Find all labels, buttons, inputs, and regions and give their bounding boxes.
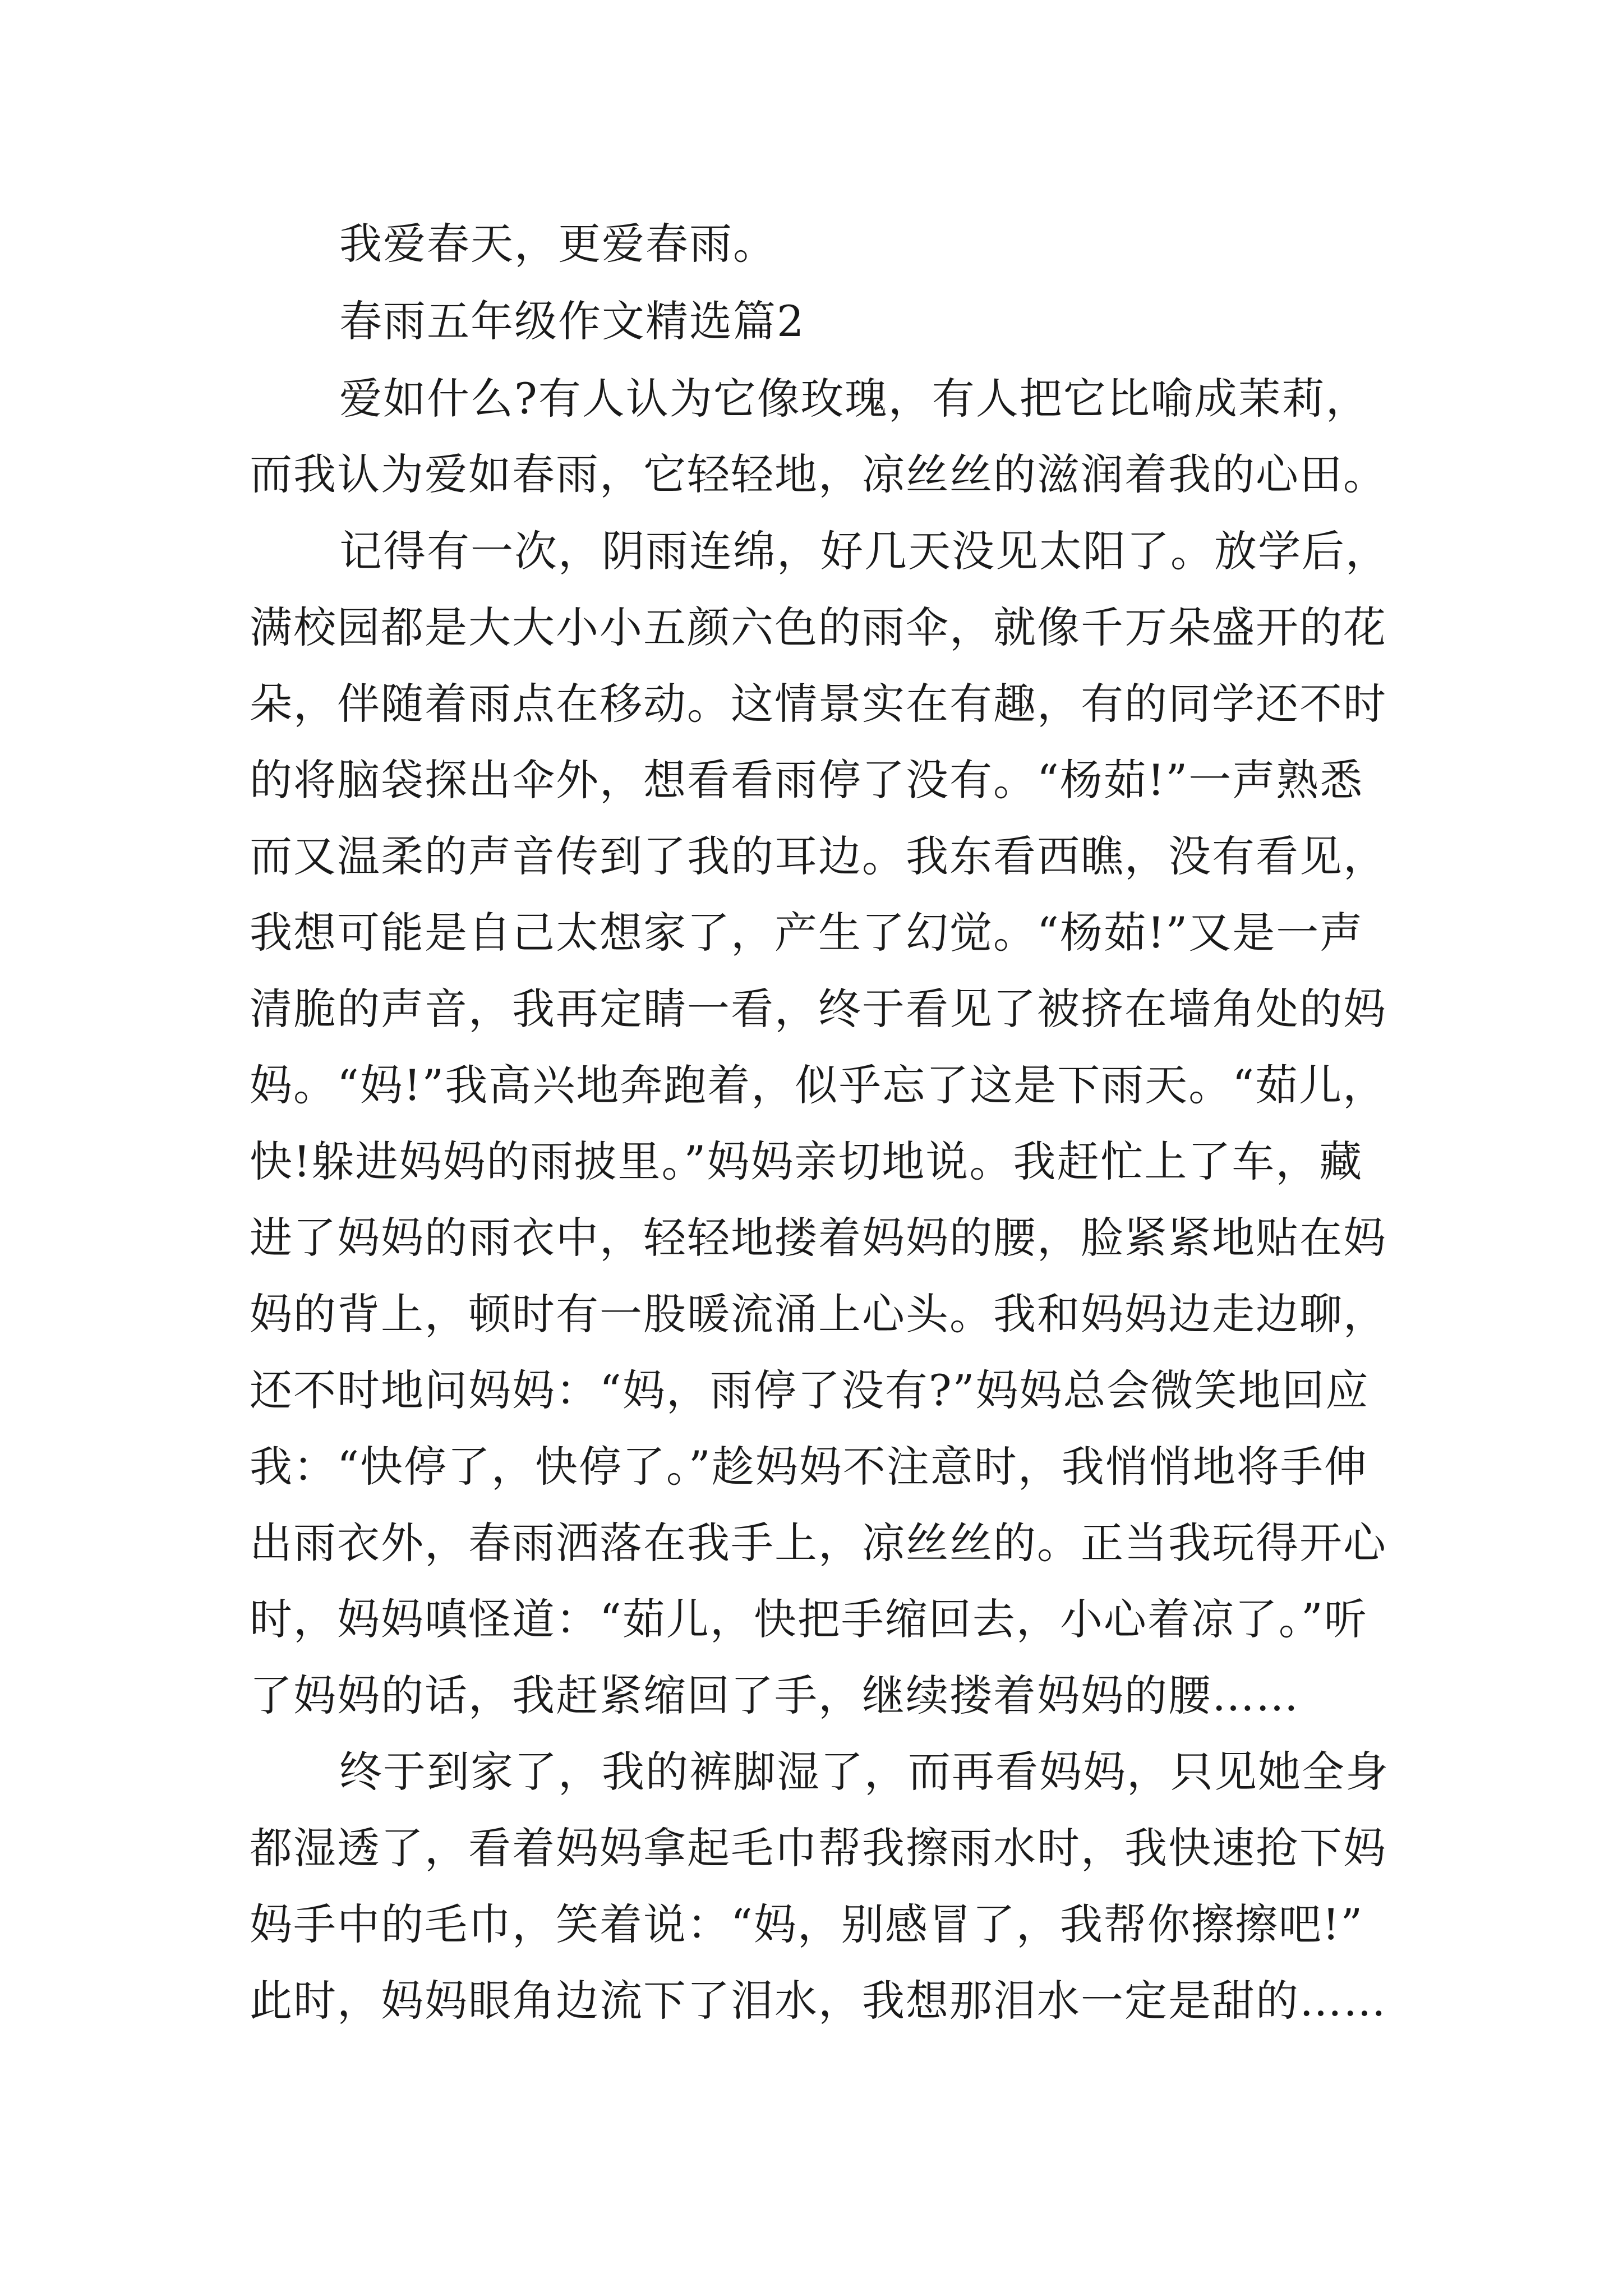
paragraph-line: 满校园都是大大小小五颜六色的雨伞，就像千万朵盛开的花 (250, 602, 1387, 652)
paragraph-line: 出雨衣外，春雨洒落在我手上，凉丝丝的。正当我玩得开心 (250, 1518, 1387, 1568)
paragraph-line: 的将脑袋探出伞外，想看看雨停了没有。“杨茹!”一声熟悉 (250, 755, 1364, 805)
section-heading: 春雨五年级作文精选篇2 (339, 296, 805, 346)
paragraph-line: 时，妈妈嗔怪道：“茹儿，快把手缩回去，小心着凉了。”听 (250, 1594, 1368, 1644)
paragraph-line: 清脆的声音，我再定睛一看，终于看见了被挤在墙角处的妈 (250, 984, 1387, 1034)
paragraph-line: 都湿透了，看着妈妈拿起毛巾帮我擦雨水时，我快速抢下妈 (250, 1823, 1387, 1873)
paragraph-line: 爱如什么?有人认为它像玫瑰，有人把它比喻成茉莉， (339, 374, 1370, 424)
paragraph-line: 而我认为爱如春雨，它轻轻地，凉丝丝的滋润着我的心田。 (250, 449, 1387, 499)
paragraph-line: 妈手中的毛巾，笑着说：“妈，别感冒了，我帮你擦擦吧!” (250, 1899, 1364, 1949)
paragraph-line: 妈。“妈!”我高兴地奔跑着，似乎忘了这是下雨天。“茹儿， (250, 1060, 1387, 1110)
paragraph-line: 记得有一次，阴雨连绵，好几天没见太阳了。放学后， (339, 526, 1389, 576)
paragraph-line: 进了妈妈的雨衣中，轻轻地搂着妈妈的腰，脸紧紧地贴在妈 (250, 1213, 1387, 1263)
paragraph-line: 我想可能是自己太想家了，产生了幻觉。“杨茹!”又是一声 (250, 908, 1364, 958)
paragraph-line: 了妈妈的话，我赶紧缩回了手，继续搂着妈妈的腰…… (250, 1671, 1299, 1720)
paragraph-line: 而又温柔的声音传到了我的耳边。我东看西瞧，没有看见， (250, 831, 1387, 881)
paragraph-line: 朵，伴随着雨点在移动。这情景实在有趣，有的同学还不时 (250, 679, 1387, 729)
paragraph-closing-line: 我爱春天，更爱春雨。 (339, 219, 777, 269)
paragraph-line: 终于到家了，我的裤脚湿了，而再看妈妈，只见她全身 (339, 1747, 1389, 1797)
paragraph-line: 快!躲进妈妈的雨披里。”妈妈亲切地说。我赶忙上了车，藏 (250, 1137, 1363, 1186)
paragraph-line: 妈的背上，顿时有一股暖流涌上心头。我和妈妈边走边聊， (250, 1289, 1387, 1339)
paragraph-line: 此时，妈妈眼角边流下了泪水，我想那泪水一定是甜的…… (250, 1976, 1387, 2026)
paragraph-line: 还不时地问妈妈：“妈，雨停了没有?”妈妈总会微笑地回应 (250, 1365, 1370, 1415)
paragraph-line: 我：“快停了，快停了。”趁妈妈不注意时，我悄悄地将手伸 (250, 1442, 1368, 1492)
